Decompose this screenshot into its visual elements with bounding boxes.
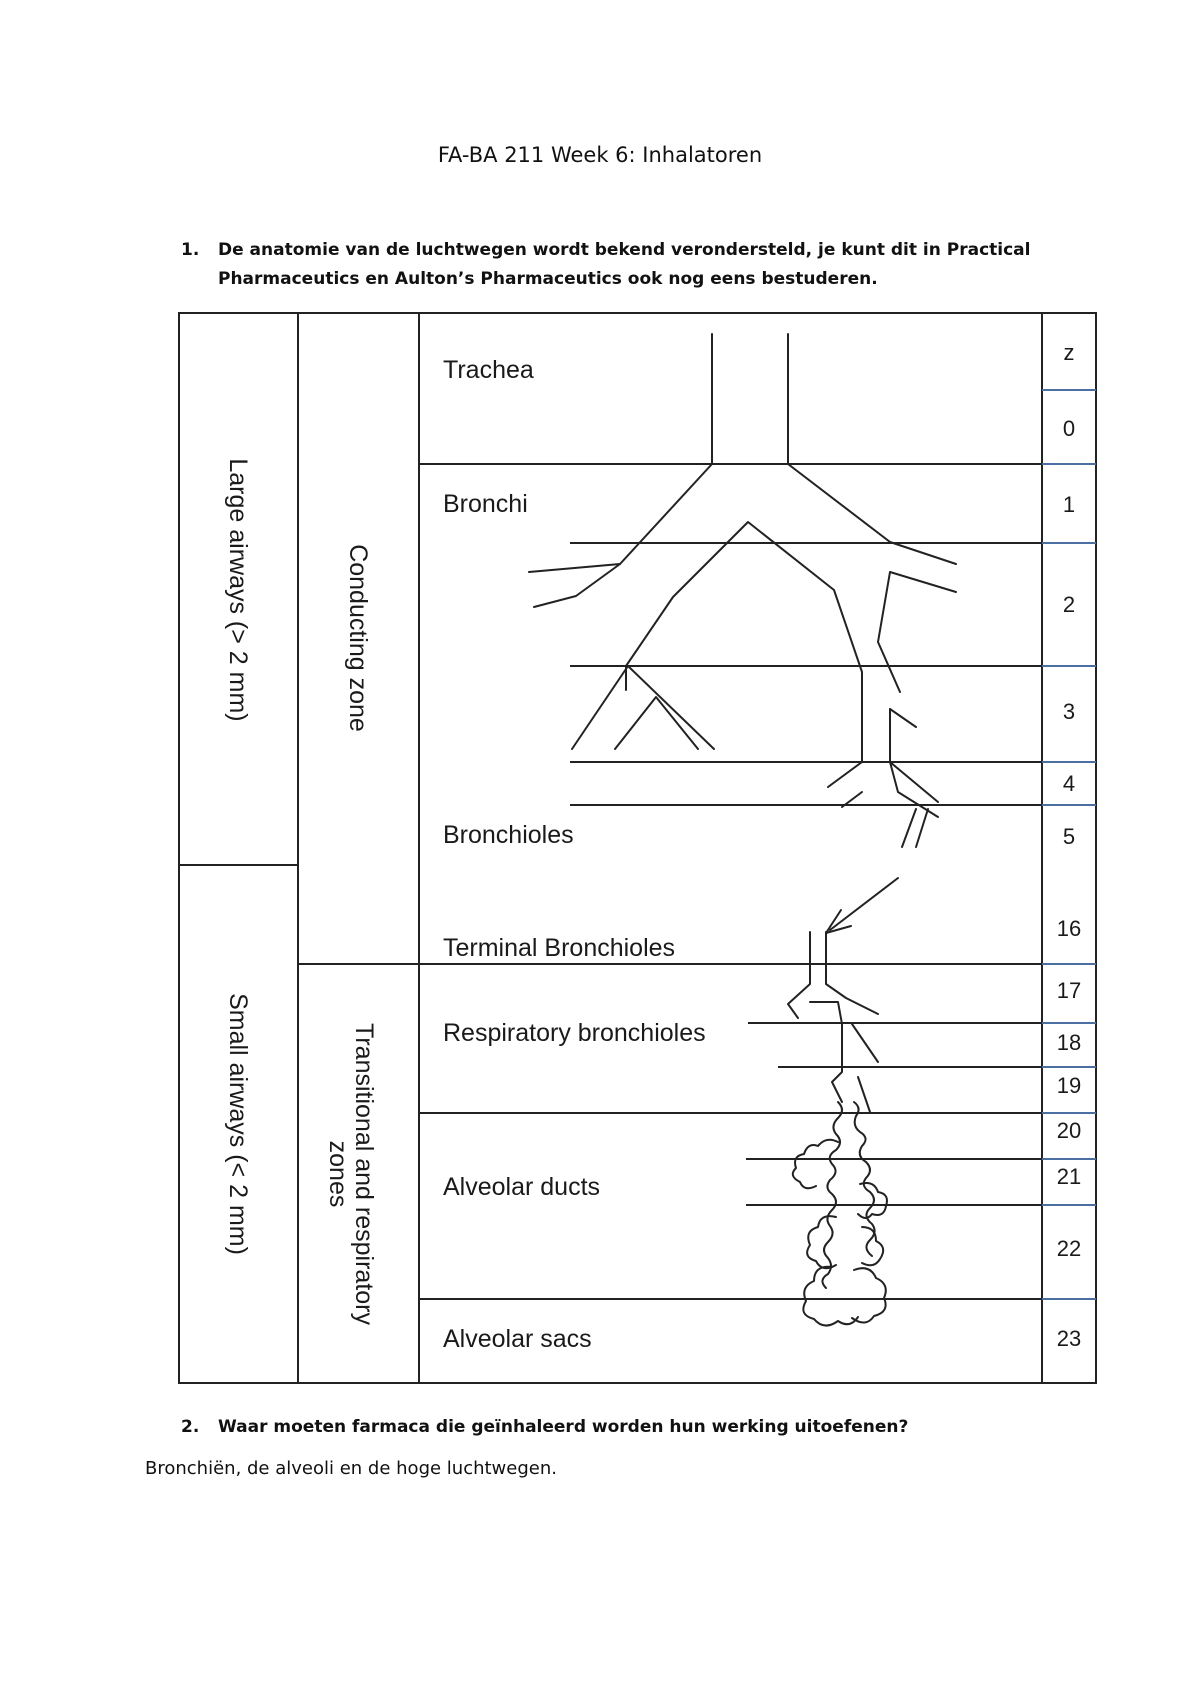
- generation-22: 22: [1056, 1236, 1082, 1261]
- label-bronchioles: Bronchioles: [443, 821, 574, 849]
- generation-3: 3: [1062, 699, 1076, 724]
- generation-21: 21: [1056, 1164, 1082, 1189]
- label-terminal-bronchioles: Terminal Bronchioles: [443, 934, 676, 962]
- answer-2: Bronchiën, de alveoli en de hoge luchtwegen.: [145, 1458, 557, 1479]
- label-alveolar-ducts: Alveolar ducts: [443, 1173, 601, 1201]
- page-title: FA-BA 211 Week 6: Inhalatoren: [437, 143, 763, 167]
- question-2-number: 2.: [181, 1417, 200, 1437]
- small-airways-label: Small airways (< 2 mm): [224, 993, 252, 1255]
- generation-header: z: [1063, 340, 1075, 365]
- generation-2: 2: [1062, 592, 1076, 617]
- label-bronchi: Bronchi: [443, 490, 528, 518]
- generation-16: 16: [1056, 916, 1082, 941]
- generation-23: 23: [1056, 1326, 1082, 1351]
- transitional-zones-label-1: Transitional and respiratory: [350, 1023, 378, 1325]
- generation-numbers: [1057, 340, 1081, 1351]
- question-1-number: 1.: [181, 240, 200, 260]
- generation-18: 18: [1056, 1030, 1082, 1055]
- generation-1: 1: [1062, 492, 1076, 517]
- generation-20: 20: [1056, 1118, 1082, 1143]
- label-trachea: Trachea: [443, 356, 534, 384]
- transitional-zones-label-2: zones: [324, 1140, 352, 1208]
- label-alveolar-sacs: Alveolar sacs: [443, 1325, 592, 1353]
- generation-17: 17: [1056, 978, 1082, 1003]
- generation-5: 5: [1062, 824, 1076, 849]
- diagram-grid: [179, 313, 1096, 1383]
- airway-diagram: [178, 312, 1098, 1396]
- question-1-line-2: Pharmaceutics en Aulton’s Pharmaceutics ook nog eens bestuderen.: [218, 269, 878, 289]
- generation-0: 0: [1062, 416, 1076, 441]
- large-airways-label: Large airways (> 2 mm): [224, 458, 252, 722]
- question-2-line-1: Waar moeten farmaca die geïnhaleerd worden hun werking uitoefenen?: [218, 1417, 909, 1437]
- question-1-line-1: De anatomie van de luchtwegen wordt bekend verondersteld, je kunt dit in Practical: [218, 240, 1031, 260]
- label-respiratory-bronchioles: Respiratory bronchioles: [443, 1019, 706, 1047]
- generation-4: 4: [1062, 771, 1076, 796]
- structure-labels: [443, 356, 706, 1353]
- generation-19: 19: [1056, 1073, 1082, 1098]
- conducting-zone-label: Conducting zone: [344, 544, 372, 732]
